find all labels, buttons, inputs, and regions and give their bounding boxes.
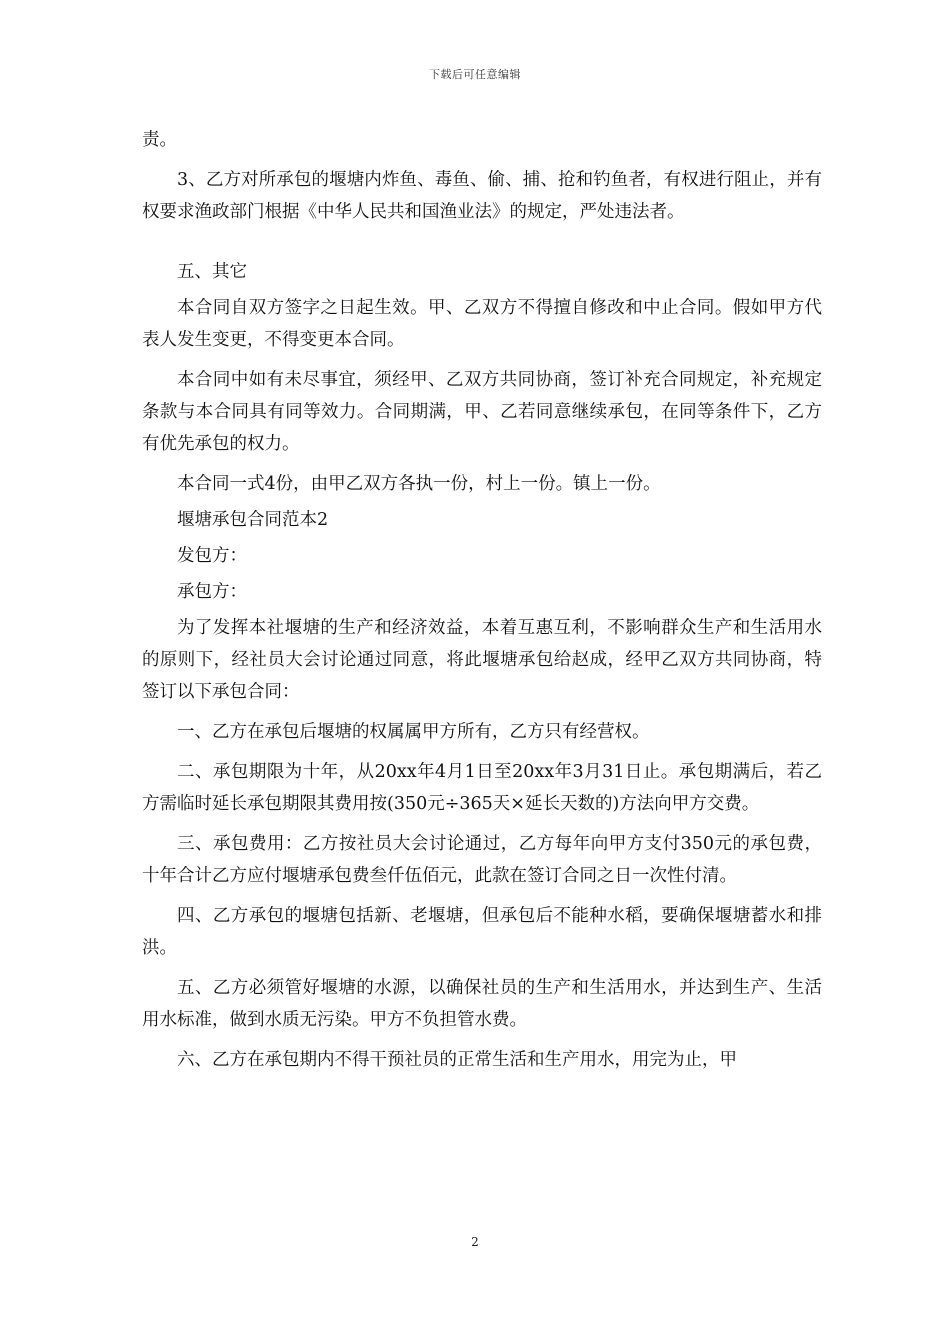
section-heading: 五、其它 (177, 262, 247, 282)
clause: 五、乙方必须管好堰塘的水源，以确保社员的生产和生活用水，并达到生产、生活用水标准，做到水质无污染。甲方不负担管水费。 (142, 978, 822, 1030)
page-number: 2 (471, 1235, 479, 1249)
clause: 三、承包费用：乙方按社员大会讨论通过，乙方每年向甲方支付350元的承包费，十年合计乙方应付堰塘承包费叁仟伍佰元，此款在签订合同之日一次性付清。 (142, 834, 822, 886)
clause: 一、乙方在承包后堰塘的权属属甲方所有，乙方只有经营权。 (177, 722, 650, 742)
paragraph: 本合同自双方签字之日起生效。甲、乙双方不得擅自修改和中止合同。假如甲方代表人发生变更，不得变更本合同。 (142, 298, 822, 350)
party-b-label: 承包方： (177, 582, 247, 602)
paragraph: 责。 (142, 130, 177, 150)
document-body (142, 124, 822, 1076)
paragraph: 本合同中如有未尽事宜，须经甲、乙双方共同协商，签订补充合同规定，补充规定条款与本合同具有同等效力。合同期满，甲、乙若同意继续承包，在同等条件下，乙方有优先承包的权力。 (142, 370, 822, 454)
paragraph: 本合同一式4份，由甲乙双方各执一份，村上一份。镇上一份。 (177, 474, 661, 494)
party-a-label: 发包方： (177, 546, 247, 566)
paragraph: 为了发挥本社堰塘的生产和经济效益，本着互惠互利，不影响群众生产和生活用水的原则下，经社员大会讨论通过同意，将此堰塘承包给赵成，经甲乙双方共同协商，特签订以下承包合同： (142, 618, 822, 702)
document-title: 堰塘承包合同范本2 (177, 510, 329, 530)
clause: 四、乙方承包的堰塘包括新、老堰塘，但承包后不能种水稻，要确保堰塘蓄水和排洪。 (142, 906, 822, 958)
page-header: 下载后可任意编辑 (429, 68, 521, 81)
paragraph: 3、乙方对所承包的堰塘内炸鱼、毒鱼、偷、捕、抢和钓鱼者，有权进行阻止，并有权要求渔政部门根据《中华人民共和国渔业法》的规定，严处违法者。 (142, 170, 822, 222)
clause: 六、乙方在承包期内不得干预社员的正常生活和生产用水，用完为止，甲 (177, 1050, 737, 1070)
clause: 二、承包期限为十年，从20xx年4月1日至20xx年3月31日止。承包期满后，若乙方需临时延长承包期限其费用按(350元÷365天×延长天数的)方法向甲方交费。 (142, 762, 822, 814)
